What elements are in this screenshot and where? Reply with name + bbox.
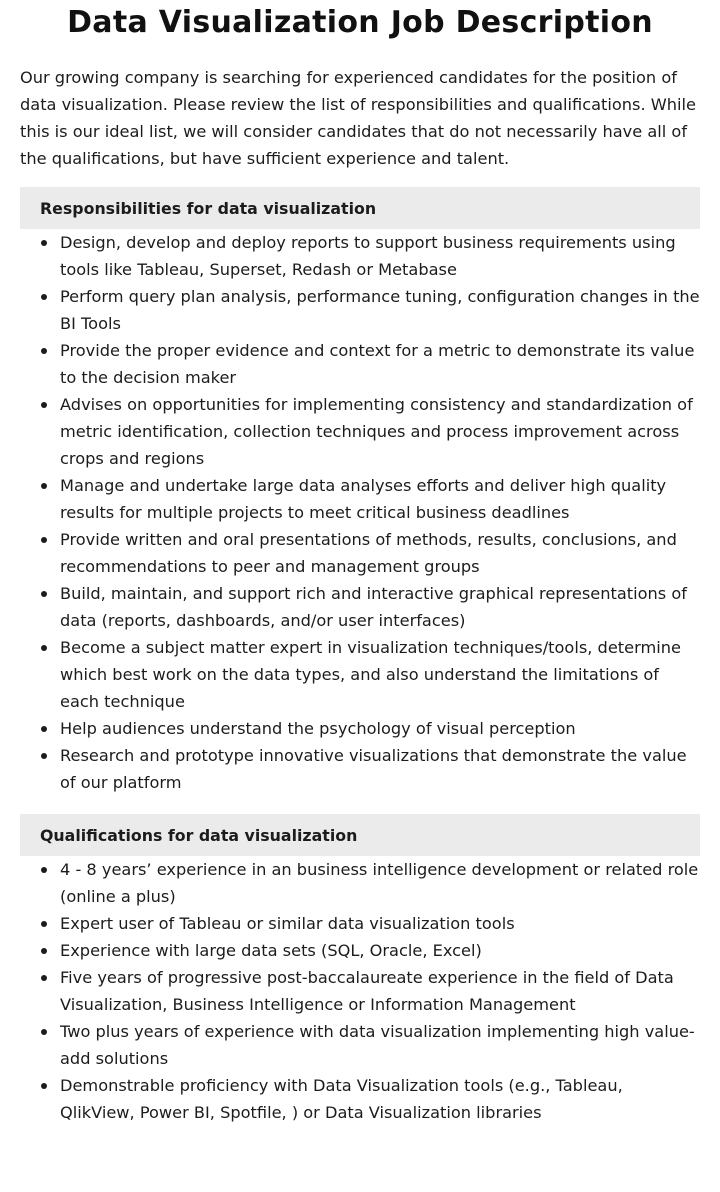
responsibility-item	[20, 391, 700, 472]
qualification-item	[20, 964, 700, 1018]
responsibility-text: Advises on opportunities for implementing consistency and standardization of metric identification, collection techniques and process improvement across crops and regions	[60, 395, 693, 468]
bullet-icon	[41, 402, 47, 408]
bullet-icon	[41, 948, 47, 954]
qualification-text: Experience with large data sets (SQL, Oracle, Excel)	[60, 941, 482, 960]
bullet-icon	[41, 726, 47, 732]
responsibility-text: Manage and undertake large data analyses efforts and deliver high quality results for multiple projects to meet critical business deadlines	[60, 476, 667, 522]
bullet-icon	[41, 348, 47, 354]
qualification-text: 4 - 8 years’ experience in an business intelligence development or related role (online a plus)	[60, 860, 699, 906]
responsibility-text: Help audiences understand the psychology of visual perception	[60, 719, 576, 738]
qualifications-heading: Qualifications for data visualization	[20, 814, 700, 856]
bullet-icon	[41, 240, 47, 246]
page-title: Data Visualization Job Description	[67, 5, 653, 40]
responsibility-item	[20, 526, 700, 580]
bullet-icon	[41, 753, 47, 759]
responsibility-item	[20, 742, 700, 796]
responsibilities-list	[20, 229, 700, 796]
bullet-icon	[41, 975, 47, 981]
bullet-icon	[41, 1029, 47, 1035]
qualification-item	[20, 856, 700, 910]
qualification-item	[20, 910, 700, 937]
bullet-icon	[41, 294, 47, 300]
qualification-text: Expert user of Tableau or similar data visualization tools	[60, 914, 515, 933]
intro-paragraph: Our growing company is searching for experienced candidates for the position of data visualization. Please review the list of responsibilities and qualifications. While this is our ideal list, we will consider candidates that do not necessarily have all of the qualifications, but have sufficient experience and talent.	[20, 68, 696, 168]
responsibility-text: Become a subject matter expert in visualization techniques/tools, determine which best work on the data types, and also understand the limitations of each technique	[60, 638, 681, 711]
responsibility-text: Provide the proper evidence and context for a metric to demonstrate its value to the decision maker	[60, 341, 695, 387]
bullet-icon	[41, 867, 47, 873]
responsibility-item	[20, 283, 700, 337]
qualification-item	[20, 937, 700, 964]
qualification-item	[20, 1018, 700, 1072]
responsibilities-heading: Responsibilities for data visualization	[20, 187, 700, 229]
bullet-icon	[41, 645, 47, 651]
responsibility-text: Build, maintain, and support rich and interactive graphical representations of data (reports, dashboards, and/or user interfaces)	[60, 584, 687, 630]
responsibility-item	[20, 715, 700, 742]
qualifications-list	[20, 856, 700, 1126]
bullet-icon	[41, 921, 47, 927]
qualification-item	[20, 1072, 700, 1126]
bullet-icon	[41, 591, 47, 597]
responsibility-text: Provide written and oral presentations of methods, results, conclusions, and recommendations to peer and management groups	[60, 530, 677, 576]
responsibility-item	[20, 472, 700, 526]
responsibility-text: Research and prototype innovative visualizations that demonstrate the value of our platform	[60, 746, 687, 792]
responsibility-text: Design, develop and deploy reports to support business requirements using tools like Tableau, Superset, Redash or Metabase	[60, 233, 676, 279]
qualification-text: Five years of progressive post-baccalaureate experience in the field of Data Visualization, Business Intelligence or Information Management	[60, 968, 674, 1014]
responsibility-item	[20, 337, 700, 391]
qualification-text: Two plus years of experience with data visualization implementing high value-add solutions	[60, 1022, 695, 1068]
bullet-icon	[41, 483, 47, 489]
bullet-icon	[41, 537, 47, 543]
responsibility-item	[20, 229, 700, 283]
responsibility-item	[20, 634, 700, 715]
bullet-icon	[41, 1083, 47, 1089]
responsibility-item	[20, 580, 700, 634]
responsibility-text: Perform query plan analysis, performance tuning, configuration changes in the BI Tools	[60, 287, 700, 333]
qualification-text: Demonstrable proficiency with Data Visualization tools (e.g., Tableau, QlikView, Power BI, Spotfile, ) or Data Visualization libraries	[60, 1076, 623, 1122]
